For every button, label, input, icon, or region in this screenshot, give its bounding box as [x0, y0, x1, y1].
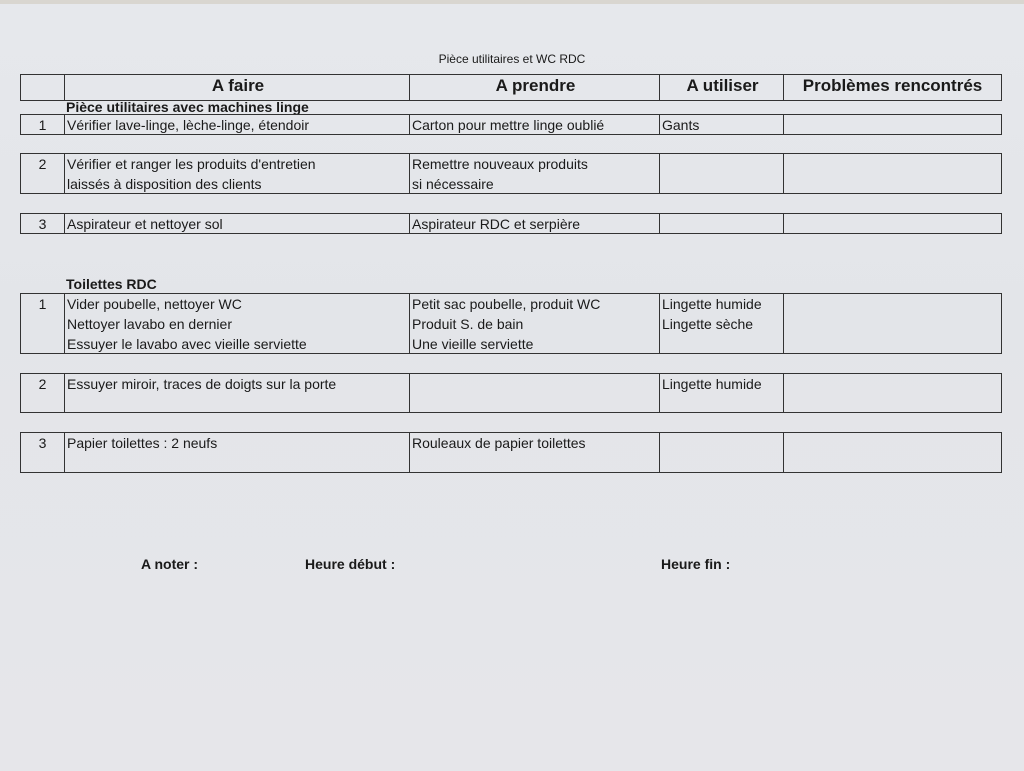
a-utiliser-cell: Lingette humide — [660, 374, 784, 412]
heure-debut-label: Heure début : — [305, 556, 396, 572]
row-number: 2 — [21, 374, 65, 412]
paper-sheet — [0, 4, 1024, 771]
table-row — [20, 373, 1002, 413]
a-utiliser-cell — [660, 214, 784, 233]
a-utiliser-cell: Gants — [660, 115, 784, 134]
a-faire-cell: Vider poubelle, nettoyer WC Nettoyer lavabo en dernier Essuyer le lavabo avec vieille serviette — [65, 294, 410, 353]
problemes-cell — [784, 294, 1001, 353]
a-prendre-cell: Aspirateur RDC et serpière — [410, 214, 660, 233]
a-prendre-cell: Remettre nouveaux produits si nécessaire — [410, 154, 660, 193]
row-number: 1 — [21, 115, 65, 134]
table-row — [20, 114, 1002, 135]
table-header — [20, 74, 1002, 101]
a-faire-cell: Papier toilettes : 2 neufs — [65, 433, 410, 472]
a-prendre-cell: Rouleaux de papier toilettes — [410, 433, 660, 472]
a-utiliser-cell — [660, 154, 784, 193]
table-row — [20, 293, 1002, 354]
problemes-cell — [784, 115, 1001, 134]
row-number: 1 — [21, 294, 65, 353]
a-prendre-cell: Carton pour mettre linge oublié — [410, 115, 660, 134]
a-faire-cell: Essuyer miroir, traces de doigts sur la porte — [65, 374, 410, 412]
document-title: Pièce utilitaires et WC RDC — [438, 52, 586, 66]
a-faire-cell: Vérifier lave-linge, lèche-linge, étendoir — [65, 115, 410, 134]
header-a-utiliser: A utiliser — [660, 75, 784, 100]
a-utiliser-cell — [660, 433, 784, 472]
heure-fin-label: Heure fin : — [661, 556, 731, 572]
table-row — [20, 153, 1002, 194]
a-utiliser-cell: Lingette humide Lingette sèche — [660, 294, 784, 353]
table-row — [20, 213, 1002, 234]
a-faire-cell: Vérifier et ranger les produits d'entretien laissés à disposition des clients — [65, 154, 410, 193]
section-title-utilitaires: Pièce utilitaires avec machines linge — [66, 99, 309, 115]
section-title-toilettes: Toilettes RDC — [66, 276, 157, 292]
header-a-prendre: A prendre — [410, 75, 660, 100]
a-faire-cell: Aspirateur et nettoyer sol — [65, 214, 410, 233]
problemes-cell — [784, 374, 1001, 412]
header-problemes: Problèmes rencontrés — [802, 76, 983, 95]
a-prendre-cell: Petit sac poubelle, produit WC Produit S. de bain Une vieille serviette — [410, 294, 660, 353]
row-number: 3 — [21, 214, 65, 233]
a-prendre-cell — [410, 374, 660, 412]
header-a-faire: A faire — [65, 75, 410, 100]
problemes-cell — [784, 433, 1001, 472]
row-number: 2 — [21, 154, 65, 193]
problemes-cell — [784, 214, 1001, 233]
header-num — [21, 75, 65, 100]
row-number: 3 — [21, 433, 65, 472]
problemes-cell — [784, 154, 1001, 193]
table-row — [20, 432, 1002, 473]
a-noter-label: A noter : — [141, 556, 199, 572]
